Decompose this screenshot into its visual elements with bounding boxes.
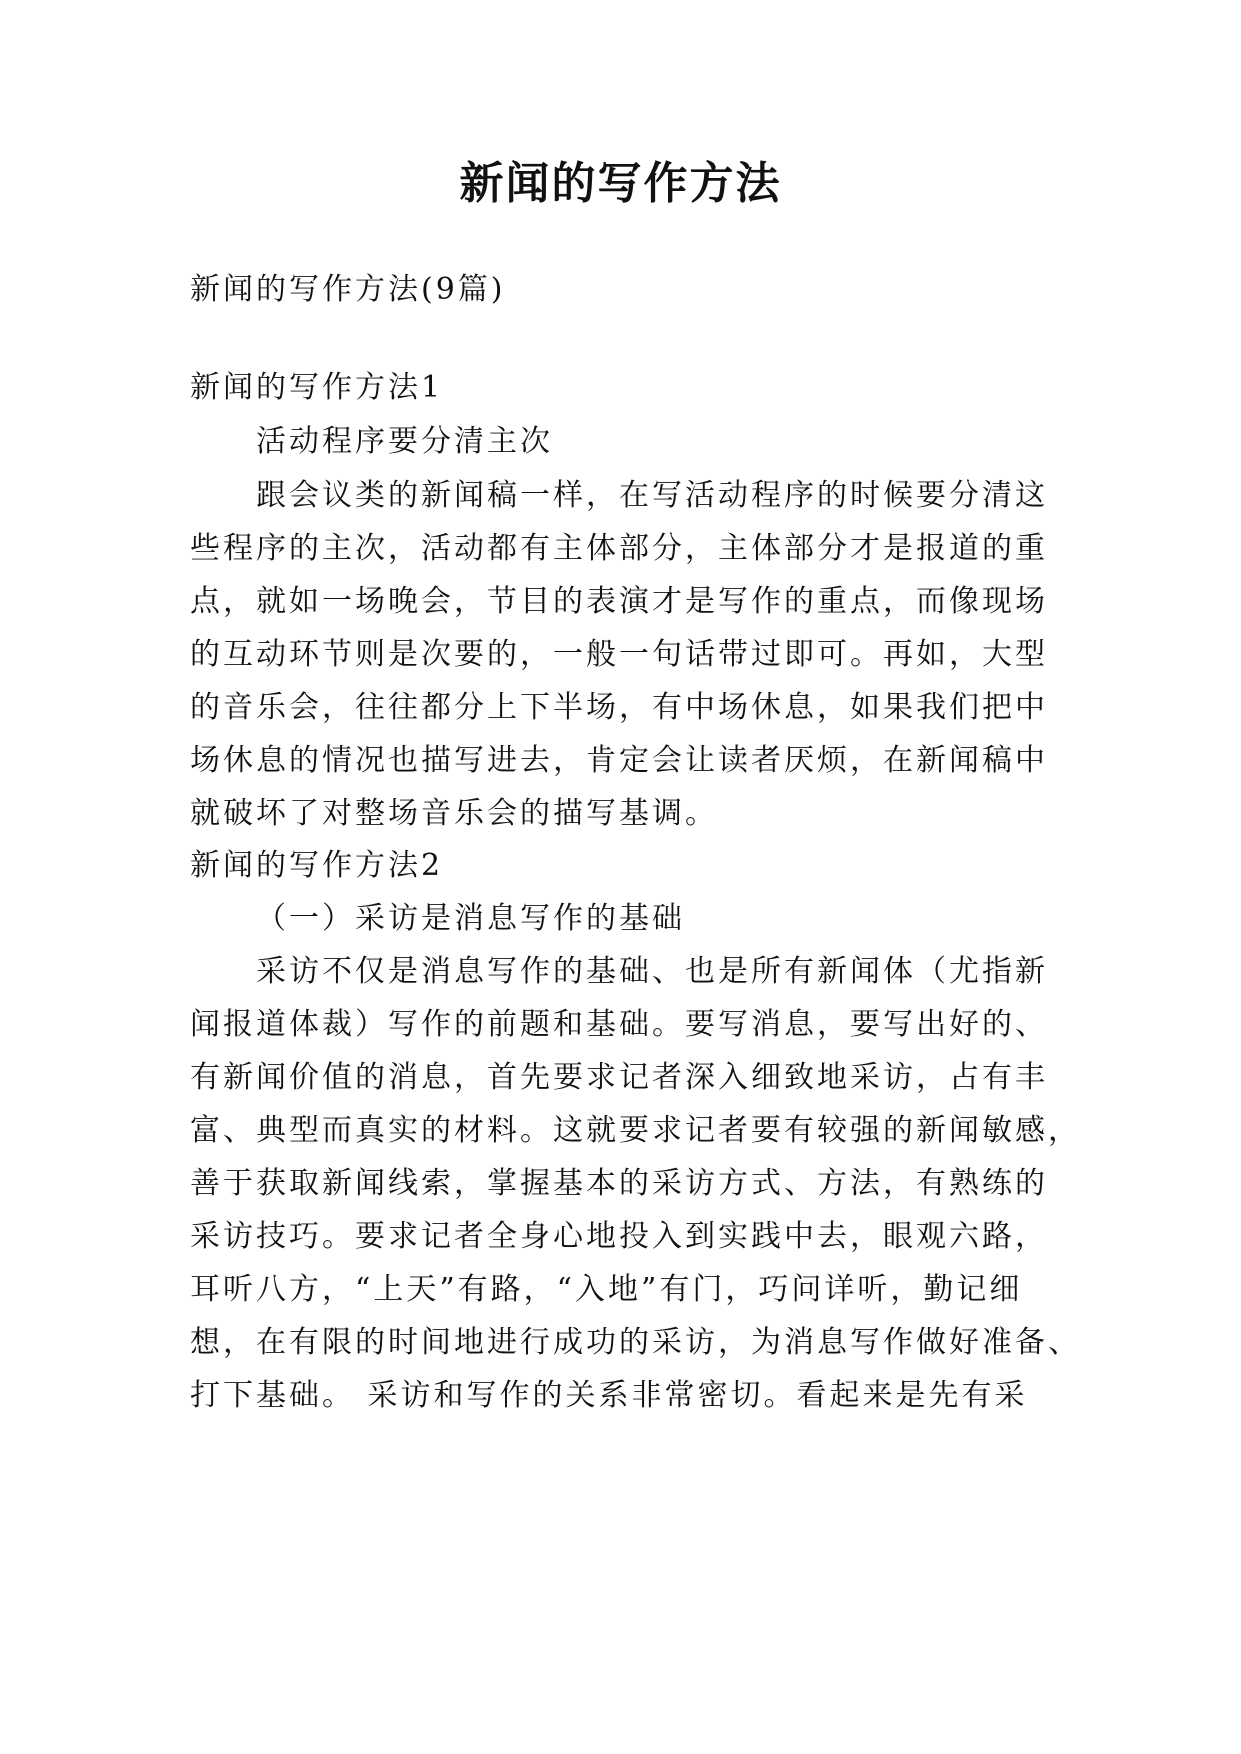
paragraph-line: 场休息的情况也描写进去，肯定会让读者厌烦，在新闻稿中 — [190, 743, 1048, 778]
paragraph-line: 点，就如一场晚会，节目的表演才是写作的重点，而像现场 — [190, 584, 1048, 619]
paragraph-line: 就破坏了对整场音乐会的描写基调。 — [190, 796, 718, 831]
collection-title: 新闻的写作方法(9篇) — [190, 272, 506, 307]
paragraph-line: 些程序的主次，活动都有主体部分，主体部分才是报道的重 — [190, 531, 1048, 566]
paragraph-line: 想，在有限的时间地进行成功的采访，为消息写作做好准备、 — [190, 1325, 1081, 1360]
paragraph-line: 的互动环节则是次要的，一般一句话带过即可。再如，大型 — [190, 637, 1048, 672]
paragraph-line: 有新闻价值的消息，首先要求记者深入细致地采访，占有丰 — [190, 1060, 1048, 1095]
section-heading-1: 新闻的写作方法1 — [190, 370, 444, 405]
paragraph-line: 耳听八方，“上天”有路，“入地”有门，巧问详听，勤记细 — [190, 1272, 1023, 1307]
document-title: 新闻的写作方法 — [459, 158, 782, 209]
section-subheading-1: 活动程序要分清主次 — [256, 424, 553, 459]
paragraph-line: 善于获取新闻线索，掌握基本的采访方式、方法，有熟练的 — [190, 1166, 1048, 1201]
paragraph-line: 的音乐会，往往都分上下半场，有中场休息，如果我们把中 — [190, 690, 1048, 725]
paragraph-line: 采访不仅是消息写作的基础、也是所有新闻体（尤指新 — [256, 954, 1048, 989]
section-subheading-2: （一）采访是消息写作的基础 — [256, 901, 685, 936]
paragraph-line: 采访技巧。要求记者全身心地投入到实践中去，眼观六路， — [190, 1219, 1048, 1254]
paragraph-line: 跟会议类的新闻稿一样，在写活动程序的时候要分清这 — [256, 478, 1048, 513]
paragraph-line: 闻报道体裁）写作的前题和基础。要写消息，要写出好的、 — [190, 1007, 1048, 1042]
paragraph-line: 富、典型而真实的材料。这就要求记者要有较强的新闻敏感， — [190, 1113, 1081, 1148]
paragraph-line: 打下基础。 采访和写作的关系非常密切。看起来是先有采 — [190, 1378, 1028, 1413]
section-heading-2: 新闻的写作方法2 — [190, 848, 444, 883]
